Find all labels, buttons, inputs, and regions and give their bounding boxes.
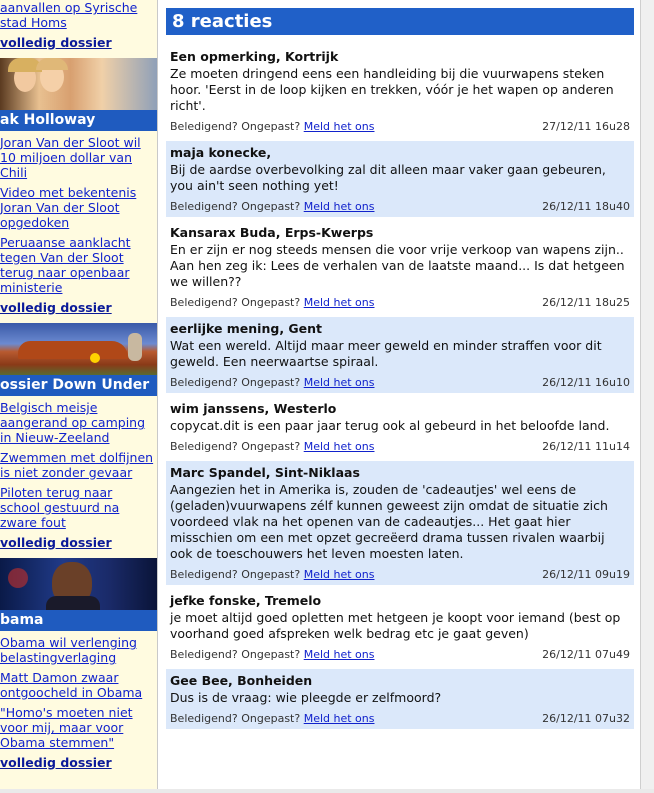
comment-item (166, 589, 634, 665)
comment-item (166, 45, 634, 137)
section-heading: ossier Down Under (0, 375, 157, 396)
comment-item (166, 221, 634, 313)
comment-date: 26/12/11 07u32 (542, 712, 630, 725)
comment-author: jefke fonske, Tremelo (170, 593, 322, 608)
comment-text: je moet altijd goed opletten met hetgeen je koopt voor iemand (best op voorhand goed afspreken welk bedrag etc je gaat geven) (170, 610, 621, 641)
report-abuse-link[interactable]: Meld het ons (303, 200, 375, 213)
report-abuse-link[interactable]: Meld het ons (303, 568, 375, 581)
comment-item (166, 669, 634, 729)
comment-date: 27/12/11 16u28 (542, 120, 630, 133)
comment-author: Kansarax Buda, Erps-Kwerps (170, 225, 374, 240)
dossier-link[interactable]: volledig dossier (0, 300, 112, 315)
dossier-link[interactable]: volledig dossier (0, 535, 112, 550)
report-prefix: Beledigend? Ongepast? (170, 712, 301, 725)
comment-date: 26/12/11 07u49 (542, 648, 630, 661)
sidebar-link[interactable]: aanvallen op Syrische (0, 0, 138, 15)
comment-date: 26/12/11 09u19 (542, 568, 630, 581)
report-line (170, 296, 374, 310)
comment-item (166, 317, 634, 393)
report-prefix: Beledigend? Ongepast? (170, 296, 301, 309)
sidebar-link[interactable]: Video met bekentenis Joran Van der Sloot opgedoken (0, 185, 137, 230)
comment-author: maja konecke, (170, 145, 272, 160)
report-abuse-link[interactable]: Meld het ons (303, 376, 375, 389)
bottom-divider (0, 789, 654, 793)
report-line (170, 568, 374, 582)
dossier-link[interactable]: volledig dossier (0, 755, 112, 770)
report-line (170, 120, 374, 134)
comment-date: 26/12/11 18u40 (542, 200, 630, 213)
report-prefix: Beledigend? Ongepast? (170, 200, 301, 213)
report-prefix: Beledigend? Ongepast? (170, 648, 301, 661)
report-line (170, 376, 374, 390)
report-prefix: Beledigend? Ongepast? (170, 376, 301, 389)
sidebar-link[interactable]: stad Homs (0, 15, 67, 30)
comment-date: 26/12/11 18u25 (542, 296, 630, 309)
sidebar-link[interactable]: "Homo's moeten niet voor mij, maar voor Obama stemmen" (0, 705, 133, 750)
comment-item (166, 461, 634, 585)
report-line (170, 648, 374, 662)
comment-list (166, 45, 634, 729)
comment-meta (170, 712, 630, 726)
comment-date: 26/12/11 11u14 (542, 440, 630, 453)
sidebar-link[interactable]: Zwemmen met dolfijnen is niet zonder gevaar (0, 450, 154, 480)
dossier-link[interactable]: volledig dossier (0, 35, 112, 50)
sidebar-link[interactable]: Piloten terug naar school gestuurd na zware fout (0, 485, 120, 530)
sidebar-link[interactable]: Belgisch meisje aangerand op camping in Nieuw-Zeeland (0, 400, 146, 445)
comment-author: Een opmerking, Kortrijk (170, 49, 339, 64)
comment-text: Aangezien het in Amerika is, zouden de 'cadeautjes' wel eens de (geladen)vuurwapens zélf kunnen geweest zijn omdat de situatie zich voordeed vlak na het openen van de cadeautjes... Het gaat hier misschien om een met opzet gecreëerd drama tussen rivalen waarbij ook de toeschouwers het leven moesten laten. (170, 482, 608, 561)
comment-item (166, 397, 634, 457)
sidebar-link[interactable]: Obama wil verlenging belastingverlaging (0, 635, 137, 665)
section-heading: bama (0, 610, 157, 631)
report-abuse-link[interactable]: Meld het ons (303, 712, 375, 725)
scrollbar[interactable] (640, 0, 654, 793)
comment-text: Ze moeten dringend eens een handleiding bij die vuurwapens steken hoor. 'Eerst in de loop kijken en trekken, vóór je het wapen op anderen richt'. (170, 66, 614, 113)
section-heading: ak Holloway (0, 110, 157, 131)
comment-text: Bij de aardse overbevolking zal dit alleen maar vaker gaan gebeuren, you ain't seen nothing yet! (170, 162, 606, 193)
comment-meta (170, 296, 630, 310)
comment-item (166, 141, 634, 217)
comment-meta (170, 648, 630, 662)
report-prefix: Beledigend? Ongepast? (170, 568, 301, 581)
report-line (170, 200, 374, 214)
report-abuse-link[interactable]: Meld het ons (303, 648, 375, 661)
comment-meta (170, 120, 630, 134)
report-prefix: Beledigend? Ongepast? (170, 440, 301, 453)
report-abuse-link[interactable]: Meld het ons (303, 120, 375, 133)
sidebar-link[interactable]: Matt Damon zwaar ontgoocheld in Obama (0, 670, 143, 700)
comments-section (166, 8, 634, 733)
dossier-thumbnail-image[interactable] (0, 558, 157, 610)
comment-meta (170, 200, 630, 214)
sidebar-link[interactable]: Joran Van der Sloot wil 10 miljoen dollar van Chili (0, 135, 141, 180)
comment-author: wim janssens, Westerlo (170, 401, 337, 416)
comment-meta (170, 376, 630, 390)
comment-meta (170, 568, 630, 582)
comments-count-heading: 8 reacties (166, 8, 634, 35)
comment-text: copycat.dit is een paar jaar terug ook al gebeurd in het beloofde land. (170, 418, 610, 433)
report-prefix: Beledigend? Ongepast? (170, 120, 301, 133)
sidebar-link[interactable]: Peruaanse aanklacht tegen Van der Sloot terug naar openbaar ministerie (0, 235, 131, 295)
report-abuse-link[interactable]: Meld het ons (303, 440, 375, 453)
comment-date: 26/12/11 16u10 (542, 376, 630, 389)
report-line (170, 440, 374, 454)
comment-text: En er zijn er nog steeds mensen die voor vrije verkoop van wapens zijn.. Aan hen zeg ik: Lees de verhalen van de laatste maand... Is dat hetgeen we willen?? (170, 242, 625, 289)
comment-author: Marc Spandel, Sint-Niklaas (170, 465, 360, 480)
comment-author: Gee Bee, Bonheiden (170, 673, 313, 688)
report-line (170, 712, 374, 726)
dossier-thumbnail-image[interactable] (0, 323, 157, 375)
comment-author: eerlijke mening, Gent (170, 321, 323, 336)
report-abuse-link[interactable]: Meld het ons (303, 296, 375, 309)
comment-text: Dus is de vraag: wie pleegde er zelfmoord? (170, 690, 442, 705)
sidebar (0, 0, 158, 793)
dossier-thumbnail-image[interactable] (0, 58, 157, 110)
comment-text: Wat een wereld. Altijd maar meer geweld en minder straffen voor dit geweld. Een neerwaartse spiraal. (170, 338, 602, 369)
comment-meta (170, 440, 630, 454)
